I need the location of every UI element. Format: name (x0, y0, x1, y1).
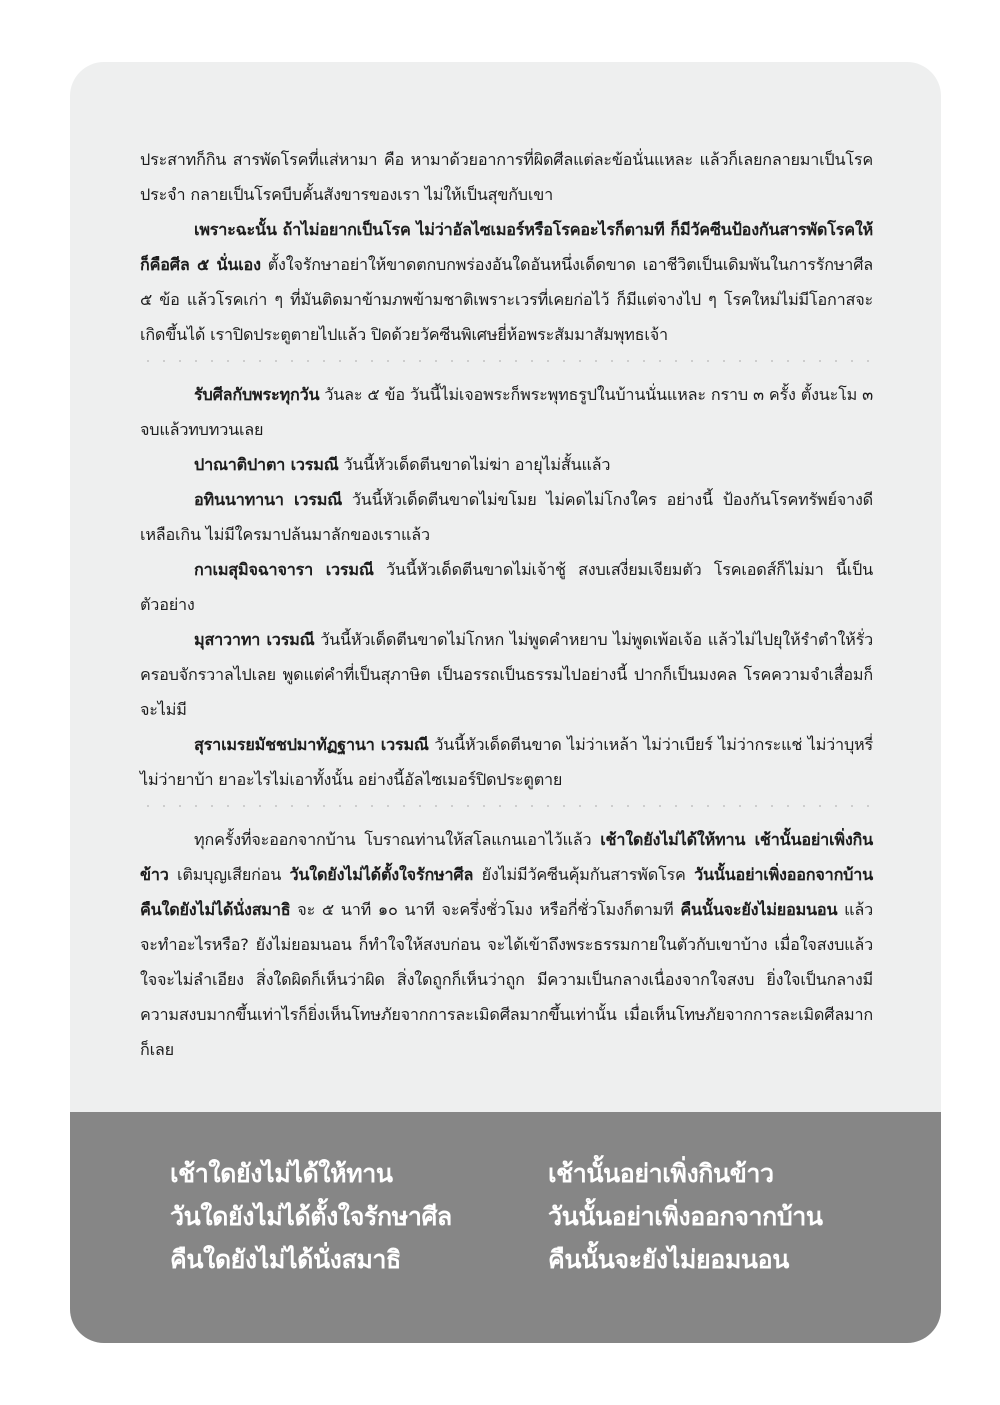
footer-right-line-2: วันนั้นอย่าเพิ่งออกจากบ้าน (548, 1202, 823, 1231)
footer-banner (70, 1112, 941, 1343)
body-text (140, 142, 873, 1067)
section1-emphasis: เพราะฉะนั้น ถ้าไม่อยากเป็นโรค ไม่ว่าอัลไซเมอร์หรือโรคอะไรก็ตามที ก็มีวัคซีนป้องกันสารพัดโรคให้ ก็คือศีล ๕ นั่นเอง (140, 220, 873, 274)
section1-paragraph2 (140, 212, 873, 352)
section3-text-3: ยังไม่มีวัคซีนคุ้มกันสารพัดโรค (473, 865, 695, 884)
footer-verse-left (170, 1152, 452, 1281)
precept-3-text: วันนี้หัวเด็ดตีนขาดไม่เจ้าชู้ สงบเสงี่ยมเจียมตัว โรคเอดส์ก็ไม่มา นี้เป็นตัวอย่าง (140, 560, 873, 614)
precept-4-title: มุสาวาทา เวรมณี (194, 630, 315, 649)
footer-right-line-3: คืนนั้นจะยังไม่ยอมนอน (548, 1245, 789, 1274)
precept-2 (140, 482, 873, 552)
dotted-divider (140, 805, 873, 807)
precept-3-title: กาเมสุมิจฉาจารา เวรมณี (194, 560, 374, 579)
section3-text-2: เติมบุญเสียก่อน (168, 865, 290, 884)
precept-4 (140, 622, 873, 727)
footer-right-line-1: เช้านั้นอย่าเพิ่งกินข้าว (548, 1159, 774, 1188)
precept-2-text: วันนี้หัวเด็ดตีนขาดไม่ขโมย ไม่คดไม่โกงใคร อย่างนี้ ป้องกันโรคทรัพย์จางดีเหลือเกิน ไม่มีใครมาปล้นมาลักของเราแล้ว (140, 490, 873, 544)
precept-1-title: ปาณาติปาตา เวรมณี (194, 455, 339, 474)
section1-paragraph2-text: ตั้งใจรักษาอย่าให้ขาดตกบกพร่องอันใดอันหนึ่งเด็ดขาด เอาชีวิตเป็นเดิมพันในการรักษาศีล ๕ ข้อ แล้วโรคเก่า ๆ ที่มันติดมาข้ามภพข้ามชาติเพราะเวรที่เคยก่อไว้ ก็มีแต่จางไป ๆ โรคใหม่ไม่มีโอกาสจะเกิดขึ้นได้ เราปิดประตูตายไปแล้ว ปิดด้วยวัคซีนพิเศษยี่ห้อพระสัมมาสัมพุทธเจ้า (140, 255, 873, 344)
footer-left-line-3: คืนใดยังไม่ได้นั่งสมาธิ (170, 1245, 401, 1274)
precept-5-text: วันนี้หัวเด็ดตีนขาด ไม่ว่าเหล้า ไม่ว่าเบียร์ ไม่ว่ากระแช่ ไม่ว่าบุหรี่ ไม่ว่ายาบ้า ยาอะไรไม่เอาทั้งนั้น อย่างนี้อัลไซเมอร์ปิดประตูตาย (140, 735, 873, 789)
section2-intro-text: วันละ ๕ ข้อ วันนี้ไม่เจอพระก็พระพุทธรูปในบ้านนั่นแหละ กราบ ๓ ครั้ง ตั้งนะโม ๓ จบแล้วทบทวนเลย (140, 385, 873, 439)
footer-left-line-2: วันใดยังไม่ได้ตั้งใจรักษาศีล (170, 1202, 452, 1231)
section1-paragraph1: ประสาทก็กิน สารพัดโรคที่แส่หามา คือ หามาด้วยอาการที่ผิดศีลแต่ละข้อนั่นแหละ แล้วก็เลยกลายมาเป็นโรคประจำ กลายเป็นโรคบีบคั้นสังขารของเรา ไม่ให้เป็นสุขกับเขา (140, 150, 873, 204)
section3-text-1: ทุกครั้งที่จะออกจากบ้าน โบราณท่านให้สโลแกนเอาไว้แล้ว (194, 830, 601, 849)
footer-left-line-1: เช้าใดยังไม่ได้ให้ทาน (170, 1159, 393, 1188)
precept-3 (140, 552, 873, 622)
section3-paragraph (140, 822, 873, 1067)
section3-text-4: จะ ๕ นาที ๑๐ นาที จะครึ่งชั่วโมง หรือกี่ชั่วโมงก็ตามที (290, 900, 681, 919)
precept-1-text: วันนี้หัวเด็ดตีนขาดไม่ฆ่า อายุไม่สั้นแล้ว (338, 455, 611, 474)
section2-intro-emphasis: รับศีลกับพระทุกวัน (194, 385, 320, 404)
section3-text-5: แล้วจะทำอะไรหรือ? ยังไม่ยอมนอน ก็ทำใจให้สงบก่อน จะได้เข้าถึงพระธรรมกายในตัวกับเขาบ้าง เมื่อใจสงบแล้ว ใจจะไม่ลำเอียง สิ่งใดผิดก็เห็นว่าผิด สิ่งใดถูกก็เห็นว่าถูก มีความเป็นกลางเนื่องจากใจสงบ ยิ่งใจเป็นกลางมีความสงบมากขึ้นเท่าไรก็ยิ่งเห็นโทษภัยจากการละเมิดศีลมากขึ้นเท่านั้น เมื่อเห็นโทษภัยจากการละเมิดศีลมาก ก็เลย (140, 900, 873, 1059)
precept-1 (140, 447, 873, 482)
precept-5-title: สุราเมรยมัชชปมาทัฏฐานา เวรมณี (194, 735, 429, 754)
precept-2-title: อทินนาทานา เวรมณี (194, 490, 343, 509)
dotted-divider (140, 360, 873, 362)
section3-emphasis-2: วันใดยังไม่ได้ตั้งใจรักษาศีล (289, 865, 474, 884)
section3-emphasis-1: เช้าใดยังไม่ได้ให้ทาน เช้านั้นอย่าเพิ่งกินข้าว (140, 830, 873, 884)
section3-emphasis-4: คืนนั้นจะยังไม่ยอมนอน (680, 900, 838, 919)
content-card (70, 62, 941, 1343)
section2-intro (140, 377, 873, 447)
footer-verse-right (548, 1152, 823, 1281)
section3-emphasis-3: วันนั้นอย่าเพิ่งออกจากบ้าน คืนใดยังไม่ได้นั่งสมาธิ (140, 865, 874, 919)
precept-4-text: วันนี้หัวเด็ดตีนขาดไม่โกหก ไม่พูดคำหยาบ ไม่พูดเพ้อเจ้อ แล้วไม่ไปยุให้รำตำให้รั่ว ครอบจักรวาลไปเลย พูดแต่คำที่เป็นสุภาษิต เป็นอรรถเป็นธรรมไปอย่างนี้ ปากก็เป็นมงคล โรคความจำเสื่อมก็จะไม่มี (140, 630, 873, 719)
precept-5 (140, 727, 873, 797)
